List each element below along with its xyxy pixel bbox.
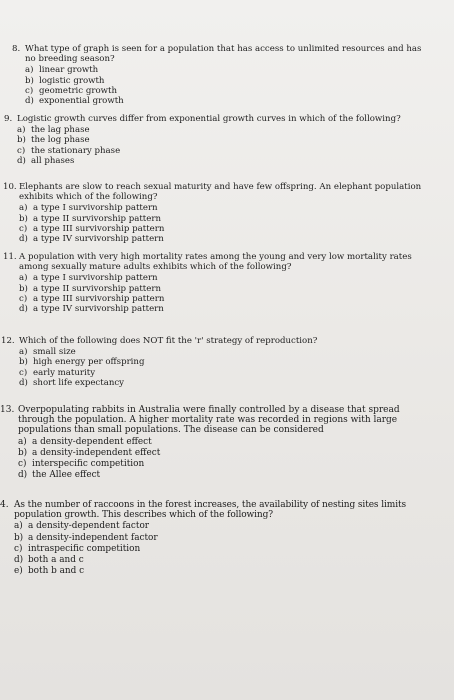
option-text: linear growth bbox=[39, 65, 99, 76]
option-d bbox=[17, 156, 434, 166]
option-letter: b) bbox=[25, 75, 34, 86]
option-letter: b) bbox=[18, 447, 28, 458]
option-b bbox=[19, 357, 431, 367]
option-a bbox=[14, 521, 452, 532]
question-12 bbox=[1, 336, 431, 388]
option-text: both b and c bbox=[28, 566, 85, 577]
option-d bbox=[19, 304, 433, 314]
question-text: As the number of raccoons in the forest increases, the availability of nesting sites limits population growth. This describes which of the following? bbox=[14, 500, 407, 521]
option-d bbox=[19, 378, 431, 388]
option-text: a density-independent effect bbox=[32, 447, 161, 458]
option-letter: d) bbox=[19, 304, 28, 315]
option-text: the stationary phase bbox=[31, 145, 121, 156]
option-b bbox=[19, 284, 433, 294]
option-c bbox=[17, 146, 434, 156]
option-letter: b) bbox=[14, 532, 24, 543]
options-list bbox=[19, 347, 431, 388]
question-text: Overpopulating rabbits in Australia were finally controlled by a disease that spread through the population. A higher mortality rate was recorded in regions with large populations than small populations. The disease can be considered bbox=[18, 405, 400, 436]
option-text: a type I survivorship pattern bbox=[33, 203, 158, 214]
option-letter: d) bbox=[19, 377, 28, 388]
option-b bbox=[18, 448, 434, 459]
question-text: A population with very high mortality rates among the young and very low mortality rates among sexually mature adults exhibits which of the following? bbox=[19, 252, 412, 273]
option-letter: a) bbox=[19, 347, 28, 358]
option-text: geometric growth bbox=[39, 85, 117, 96]
option-text: exponential growth bbox=[39, 96, 124, 107]
option-a bbox=[18, 437, 434, 448]
option-letter: c) bbox=[25, 85, 34, 96]
option-d bbox=[18, 470, 434, 481]
option-letter: a) bbox=[18, 436, 27, 447]
options-list bbox=[18, 437, 434, 482]
options-list bbox=[17, 125, 434, 166]
option-text: a type II survivorship pattern bbox=[33, 213, 161, 224]
option-text: a type IV survivorship pattern bbox=[33, 304, 164, 315]
option-text: a type III survivorship pattern bbox=[33, 223, 165, 234]
question-8 bbox=[12, 44, 432, 106]
option-text: all phases bbox=[31, 155, 75, 166]
question-9 bbox=[4, 114, 434, 166]
option-b bbox=[25, 76, 432, 86]
option-letter: d) bbox=[25, 96, 34, 107]
question-text: Elephants are slow to reach sexual maturity and have few offspring. An elephant population exhibits which of the following? bbox=[19, 182, 422, 203]
option-e bbox=[14, 566, 452, 577]
option-letter: c) bbox=[17, 145, 26, 156]
option-a bbox=[25, 65, 432, 75]
question-text: Logistic growth curves differ from exponential growth curves in which of the following? bbox=[17, 114, 401, 124]
option-c bbox=[14, 544, 452, 555]
question-number: 11. bbox=[3, 252, 17, 262]
option-b bbox=[14, 533, 452, 544]
question-11 bbox=[3, 252, 433, 314]
question-number: 8. bbox=[12, 44, 21, 54]
options-list bbox=[19, 203, 433, 244]
option-text: intraspecific competition bbox=[28, 543, 141, 554]
option-text: a density-dependent factor bbox=[28, 521, 150, 532]
option-text: early maturity bbox=[33, 367, 96, 378]
option-text: logistic growth bbox=[39, 75, 105, 86]
option-text: a type II survivorship pattern bbox=[33, 283, 161, 294]
option-letter: d) bbox=[17, 155, 26, 166]
option-text: both a and c bbox=[28, 555, 84, 566]
option-d bbox=[19, 234, 433, 244]
question-text: Which of the following does NOT fit the 'r' strategy of reproduction? bbox=[19, 336, 318, 346]
option-text: the lag phase bbox=[31, 125, 90, 136]
option-text: the Allee effect bbox=[32, 470, 101, 481]
option-d bbox=[14, 555, 452, 566]
option-c bbox=[25, 86, 432, 96]
option-text: interspecific competition bbox=[32, 459, 145, 470]
option-letter: e) bbox=[14, 566, 23, 577]
option-letter: c) bbox=[19, 293, 28, 304]
option-a bbox=[19, 273, 433, 283]
option-letter: b) bbox=[19, 283, 28, 294]
option-text: small size bbox=[33, 347, 76, 358]
option-letter: c) bbox=[18, 459, 27, 470]
question-14 bbox=[0, 500, 452, 577]
option-letter: d) bbox=[14, 555, 24, 566]
option-b bbox=[19, 214, 433, 224]
options-list bbox=[25, 65, 432, 106]
option-c bbox=[18, 459, 434, 470]
option-letter: b) bbox=[17, 135, 26, 146]
option-text: a type I survivorship pattern bbox=[33, 273, 158, 284]
option-letter: c) bbox=[19, 367, 28, 378]
question-number: 13. bbox=[0, 405, 15, 415]
question-number: 10. bbox=[3, 182, 17, 192]
option-letter: a) bbox=[25, 65, 34, 76]
option-letter: c) bbox=[19, 223, 28, 234]
option-d bbox=[25, 96, 432, 106]
option-b bbox=[17, 135, 434, 145]
option-text: a type IV survivorship pattern bbox=[33, 234, 164, 245]
option-letter: a) bbox=[14, 521, 23, 532]
option-c bbox=[19, 368, 431, 378]
option-c bbox=[19, 294, 433, 304]
option-a bbox=[19, 347, 431, 357]
options-list bbox=[14, 521, 452, 577]
option-letter: c) bbox=[14, 543, 23, 554]
option-letter: d) bbox=[18, 470, 28, 481]
option-letter: a) bbox=[19, 273, 28, 284]
option-letter: b) bbox=[19, 357, 28, 368]
option-letter: a) bbox=[19, 203, 28, 214]
question-number: 12. bbox=[1, 336, 15, 346]
question-text: What type of graph is seen for a population that has access to unlimited resources and has no breeding season? bbox=[25, 44, 422, 65]
question-10 bbox=[3, 182, 433, 244]
option-text: a density-independent factor bbox=[28, 532, 158, 543]
question-number: 4. bbox=[0, 500, 9, 510]
option-text: high energy per offspring bbox=[33, 357, 145, 368]
option-a bbox=[19, 203, 433, 213]
option-letter: d) bbox=[19, 234, 28, 245]
options-list bbox=[19, 273, 433, 314]
option-text: the log phase bbox=[31, 135, 90, 146]
question-13 bbox=[0, 405, 434, 481]
question-number: 9. bbox=[4, 114, 13, 124]
option-letter: a) bbox=[17, 125, 26, 136]
option-text: a type III survivorship pattern bbox=[33, 293, 165, 304]
option-letter: b) bbox=[19, 213, 28, 224]
option-c bbox=[19, 224, 433, 234]
option-a bbox=[17, 125, 434, 135]
option-text: short life expectancy bbox=[33, 377, 125, 388]
option-text: a density-dependent effect bbox=[32, 436, 152, 447]
